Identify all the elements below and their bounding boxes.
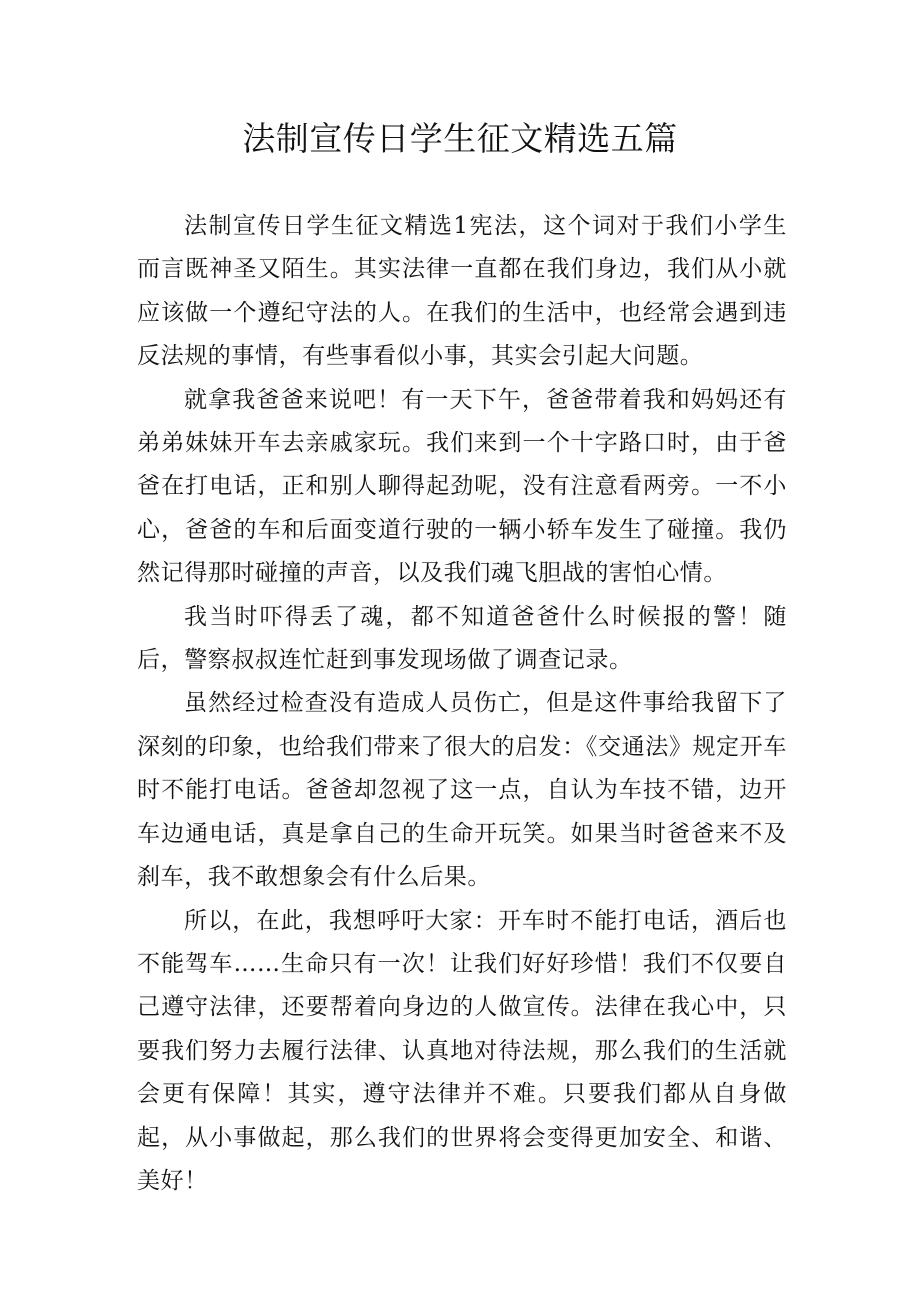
document-body <box>137 205 787 1203</box>
paragraph-3: 我当时吓得丢了魂，都不知道爸爸什么时候报的警！随后，警察叔叔连忙赶到事发现场做了调查记录。 <box>137 603 787 674</box>
paragraph-1: 法制宣传日学生征文精选1宪法，这个词对于我们小学生而言既神圣又陌生。其实法律一直都在我们身边，我们从小就应该做一个遵纪守法的人。在我们的生活中，也经常会遇到违反法规的事情，有些事看似小事，其实会引起大问题。 <box>137 213 787 370</box>
paragraph-4: 虽然经过检查没有造成人员伤亡，但是这件事给我留下了深刻的印象，也给我们带来了很大的启发：《交通法》规定开车时不能打电话。爸爸却忽视了这一点，自认为车技不错，边开车边通电话，真是拿自己的生命开玩笑。如果当时爸爸来不及刹车，我不敢想象会有什么后果。 <box>137 690 787 891</box>
document-title: 法制宣传日学生征文精选五篇 <box>242 119 678 158</box>
paragraph-2: 就拿我爸爸来说吧！有一天下午，爸爸带着我和妈妈还有弟弟妹妹开车去亲戚家玩。我们来到一个十字路口时，由于爸爸在打电话，正和别人聊得起劲呢，没有注意看两旁。一不小心，爸爸的车和后面变道行驶的一辆小轿车发生了碰撞。我仍然记得那时碰撞的声音，以及我们魂飞胆战的害怕心情。 <box>137 386 787 587</box>
paragraph-5: 所以，在此，我想呼吁大家：开车时不能打电话，酒后也不能驾车……生命只有一次！让我们好好珍惜！我们不仅要自己遵守法律，还要帮着向身边的人做宣传。法律在我心中，只要我们努力去履行法律、认真地对待法规，那么我们的生活就会更有保障！其实，遵守法律并不难。只要我们都从自身做起，从小事做起，那么我们的世界将会变得更加安全、和谐、美好！ <box>137 907 787 1194</box>
